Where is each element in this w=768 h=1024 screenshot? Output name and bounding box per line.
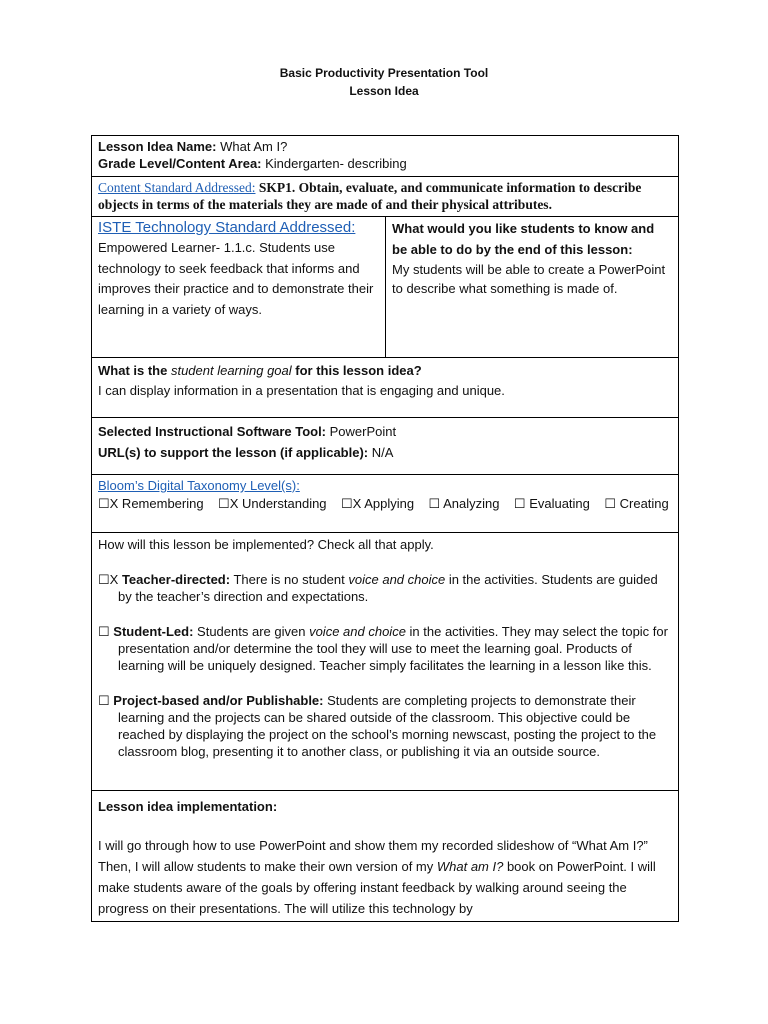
iste-text: Empowered Learner- 1.1.c. Students use technology to seek feedback that informs and improves their practice and to demonstrate their learning in a variety of ways.: [98, 240, 374, 317]
student-led-text-1: Students are given: [193, 624, 310, 639]
lesson-name-row: [92, 136, 679, 177]
lesson-name-line: [98, 138, 672, 155]
student-led-text-2: in the activities. They may select the topic for presentation and/or determine the tool they will use to meet the learning goal. Products of learning will be uniquely designed. Teacher simply facilitates the learning in a lesson like this.: [118, 624, 668, 673]
bloom-levels: [98, 495, 672, 513]
iste-cell: [92, 217, 386, 358]
lesson-implementation-cell: [92, 791, 679, 922]
lesson-implementation-row: [92, 791, 679, 922]
bloom-level-applying: ☐X Applying: [341, 496, 415, 511]
teacher-directed-italic: voice and choice: [348, 572, 446, 587]
know-answer: My students will be able to create a PowerPoint to describe what something is made of.: [392, 262, 666, 296]
project-based-checkbox: ☐: [98, 693, 110, 708]
grade-level-label: Grade Level/Content Area:: [98, 156, 262, 171]
goal-answer: I can display information in a presentation that is engaging and unique.: [98, 383, 505, 398]
lesson-form-table: [91, 135, 679, 922]
lesson-name-value: What Am I?: [216, 139, 288, 154]
document-title: Basic Productivity Presentation Tool: [279, 66, 489, 80]
implementation-cell: [92, 533, 679, 791]
iste-label: ISTE Technology Standard Addressed:: [98, 219, 356, 236]
student-led-label: Student-Led:: [113, 624, 194, 639]
implementation-question: How will this lesson be implemented? Check all that apply.: [98, 537, 434, 552]
content-standard-row: [92, 177, 679, 217]
software-value: PowerPoint: [326, 424, 397, 439]
bloom-level-analyzing: ☐ Analyzing: [428, 496, 500, 511]
student-led-checkbox: ☐: [98, 624, 110, 639]
lesson-implementation-text-2: book on PowerPoint. I will make students aware of the goals by offering instant feedback by walking around seeing the progress on their presentations. The will utilize this technology by: [98, 859, 656, 916]
lesson-implementation-label: Lesson idea implementation:: [98, 799, 278, 814]
software-label: Selected Instructional Software Tool:: [98, 424, 327, 439]
teacher-directed-text-2: in the activities. Students are guided by the teacher’s direction and expectations.: [118, 572, 658, 604]
bloom-level-creating: ☐ Creating: [604, 496, 669, 511]
teacher-directed-option: [98, 571, 672, 605]
url-value: N/A: [368, 445, 394, 460]
software-cell: [92, 418, 679, 475]
lesson-name-cell: [92, 136, 679, 177]
bloom-cell: [92, 475, 679, 533]
project-based-text: Students are completing projects to demonstrate their learning and the projects can be shared outside of the classroom. This objective could be reached by displaying the project on the school’s morning newscast, posting the project to the classroom blog, presenting it to another class, or publishing it via an outside source.: [118, 693, 657, 759]
bloom-level-remembering: ☐X Remembering: [98, 496, 204, 511]
bloom-label: Bloom’s Digital Taxonomy Level(s):: [98, 478, 300, 493]
lesson-implementation-text: [98, 835, 672, 919]
lesson-implementation-text-1: I will go through how to use PowerPoint and show them my recorded slideshow of “What Am I?” Then, I will allow students to make their own version of my: [98, 838, 648, 874]
bloom-row: [92, 475, 679, 533]
learning-goal-row: [92, 358, 679, 418]
know-cell: [386, 217, 679, 358]
grade-level-value: Kindergarten- describing: [261, 156, 407, 171]
goal-question-before: What is the: [98, 363, 171, 378]
grade-level-line: [98, 155, 672, 172]
bloom-level-evaluating: ☐ Evaluating: [513, 496, 590, 511]
student-led-option: [98, 623, 672, 674]
project-based-option: [98, 692, 672, 760]
learning-goal-cell: [92, 358, 679, 418]
content-standard-value: SKP1. Obtain, evaluate, and communicate information to describe objects in terms of the materials they are made of and their physical attributes.: [98, 180, 642, 212]
goal-question-after: for this lesson idea?: [291, 363, 422, 378]
software-row: [92, 418, 679, 475]
content-standard-label: Content Standard Addressed:: [98, 180, 256, 195]
url-label: URL(s) to support the lesson (if applicable):: [98, 445, 369, 460]
lesson-name-label: Lesson Idea Name:: [98, 139, 217, 154]
teacher-directed-text-1: There is no student: [230, 572, 349, 587]
student-led-italic: voice and choice: [309, 624, 406, 639]
lesson-implementation-italic: What am I?: [436, 859, 504, 874]
document-subtitle: Lesson Idea: [349, 84, 419, 98]
goal-question-italic: student learning goal: [170, 363, 292, 378]
project-based-label: Project-based and/or Publishable:: [113, 693, 324, 708]
iste-row: [92, 217, 679, 358]
content-standard-cell: [92, 177, 679, 217]
teacher-directed-label: Teacher-directed:: [121, 572, 231, 587]
teacher-directed-checkbox: ☐X: [98, 572, 119, 587]
bloom-level-understanding: ☐X Understanding: [218, 496, 327, 511]
know-question: What would you like students to know and be able to do by the end of this lesson:: [392, 221, 655, 257]
implementation-row: [92, 533, 679, 791]
